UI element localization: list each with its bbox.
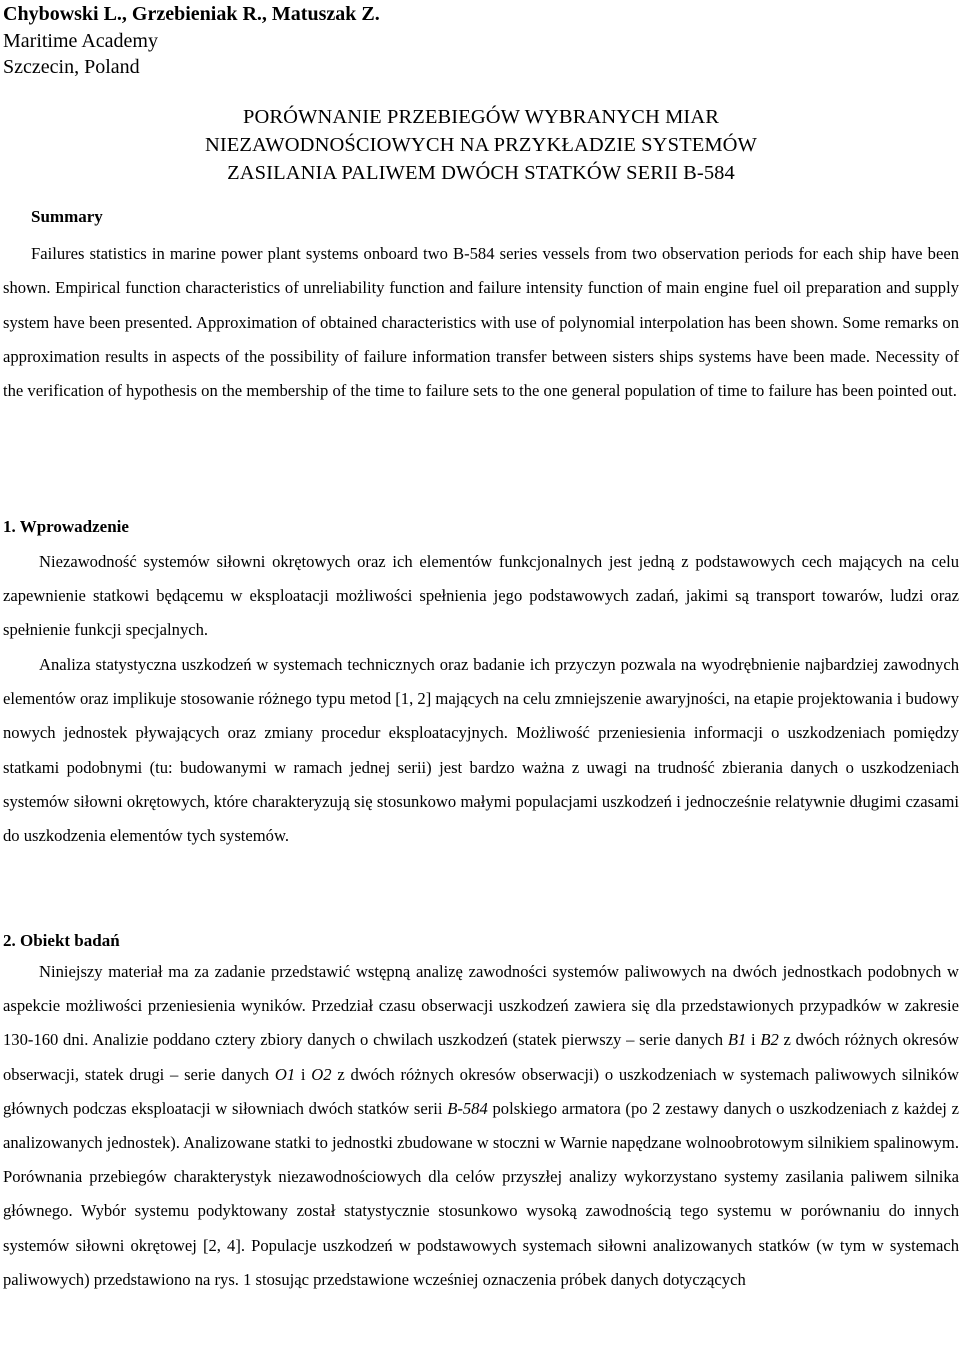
text-run: polskiego armatora (po 2 zestawy danych o uszkodzeniach z każdej z analizowanych jednostek). Analizowane statki to jednostki zbudowane w stoczni w Warnie napędzane wolnoobrotowym silnikiem spalinowym. Porównania przebiegów charakterystyk niezawodnościowych dla celów przyszłej analizy wykorzystano systemy zasilania paliwem silnika głównego. Wybór systemu podyktowany został statystycznie stosunkowo wysoką zawodnością tego systemu w porównaniu do innych systemów siłowni okrętowej [2, 4]. Populacje uszkodzeń w podstawowych systemach siłowni analizowanych statków (w tym w systemach paliwowych) przedstawiono na rys. 1 stosując przedstawione wcześniej oznaczenia próbek danych dotyczących [3,1098,959,1289]
paper-title [3,103,959,187]
affiliation: Maritime Academy [3,29,158,52]
section-1-heading: 1. Wprowadzenie [3,517,129,536]
series-label-o2: O2 [311,1064,332,1084]
title-line: NIEZAWODNOŚCIOWYCH NA PRZYKŁADZIE SYSTEMÓW [204,134,758,156]
author-block [3,1,380,81]
section-1-paragraph-2: Analiza statystyczna uszkodzeń w systemach technicznych oraz badanie ich przyczyn pozwala na wyodrębnienie najbardziej zawodnych elementów oraz implikuje stosowanie różnego typu metod [1, 2] mających na celu zmniejszenie awaryjności, na etapie projektowania i budowy nowych jednostek pływających oraz zmiany procedur eksploatacyjnych. Możliwość przeniesienia informacji o uszkodzeniach pomiędzy statkami podobnymi (tu: budowanymi w ramach jednej serii) jest bardzo ważna z uwagi na trudność zbierania danych o uszkodzeniach systemów siłowni okrętowych, które charakteryzują się stosunkowo małymi populacjami uszkodzeń i jednocześnie relatywnie długimi czasami do uszkodzenia elementów tych systemów. [3,655,959,846]
series-label-b2: B2 [760,1030,779,1050]
title-line: ZASILANIA PALIWEM DWÓCH STATKÓW SERII B-584 [227,162,735,184]
summary-heading: Summary [31,207,103,226]
document-page [3,0,959,1360]
location: Szczecin, Poland [3,56,140,78]
text-run: Niniejszy materiał ma za zadanie przedstawić wstępną analizę zawodności systemów paliwowych na dwóch jednostkach podobnych w aspekcie możliwości przeniesienia wyników. Przedział czasu obserwacji uszkodzeń zawiera się dla przedstawionych przypadków w zakresie 130-160 dni. Analizie poddano cztery zbiory danych o chwilach uszkodzeń (statek pierwszy – serie danych [3,962,959,1050]
series-label-o1: O1 [274,1064,296,1084]
section-2-paragraph-1 [3,955,959,1297]
summary-text: Failures statistics in marine power plant systems onboard two B-584 series vessels from two observation periods for each ship have been shown. Empirical function characteristics of unreliability function and failure intensity function of main engine fuel oil preparation and supply system have been presented. Approximation of obtained characteristics with use of polynomial interpolation has been shown. Some remarks on approximation results in aspects of the possibility of failure information transfer between sisters ships systems have been made. Necessity of the verification of hypothesis on the membership of the time to failure sets to the one general population of time to failure has been pointed out. [3,244,959,401]
section-2-heading: 2. Obiekt badań [3,931,120,950]
title-line: PORÓWNANIE PRZEBIEGÓW WYBRANYCH MIAR [242,106,720,128]
vessel-series-label: B-584 [447,1098,488,1118]
text-run: i [746,1030,761,1050]
section-1-paragraph-1: Niezawodność systemów siłowni okrętowych oraz ich elementów funkcjonalnych jest jedną z podstawowych cech mających na celu zapewnienie statkowi będącemu w eksploatacji możliwości spełnienia jego podstawowych zadań, jakimi są transport towarów, ludzi oraz spełnienie funkcji specjalnych. [3,552,959,640]
text-run: z dwóch różnych okresów obserwacji) o uszkodzeniach w systemach paliwowych silników głównych podczas eksploatacji w siłowniach dwóch statków serii [3,1064,959,1118]
authors: Chybowski L., Grzebieniak R., Matuszak Z. [3,3,380,25]
text-run: i [295,1064,312,1084]
text-run: z dwóch różnych okresów obserwacji, statek drugi – serie danych [3,1030,959,1084]
series-label-b1: B1 [727,1030,747,1050]
